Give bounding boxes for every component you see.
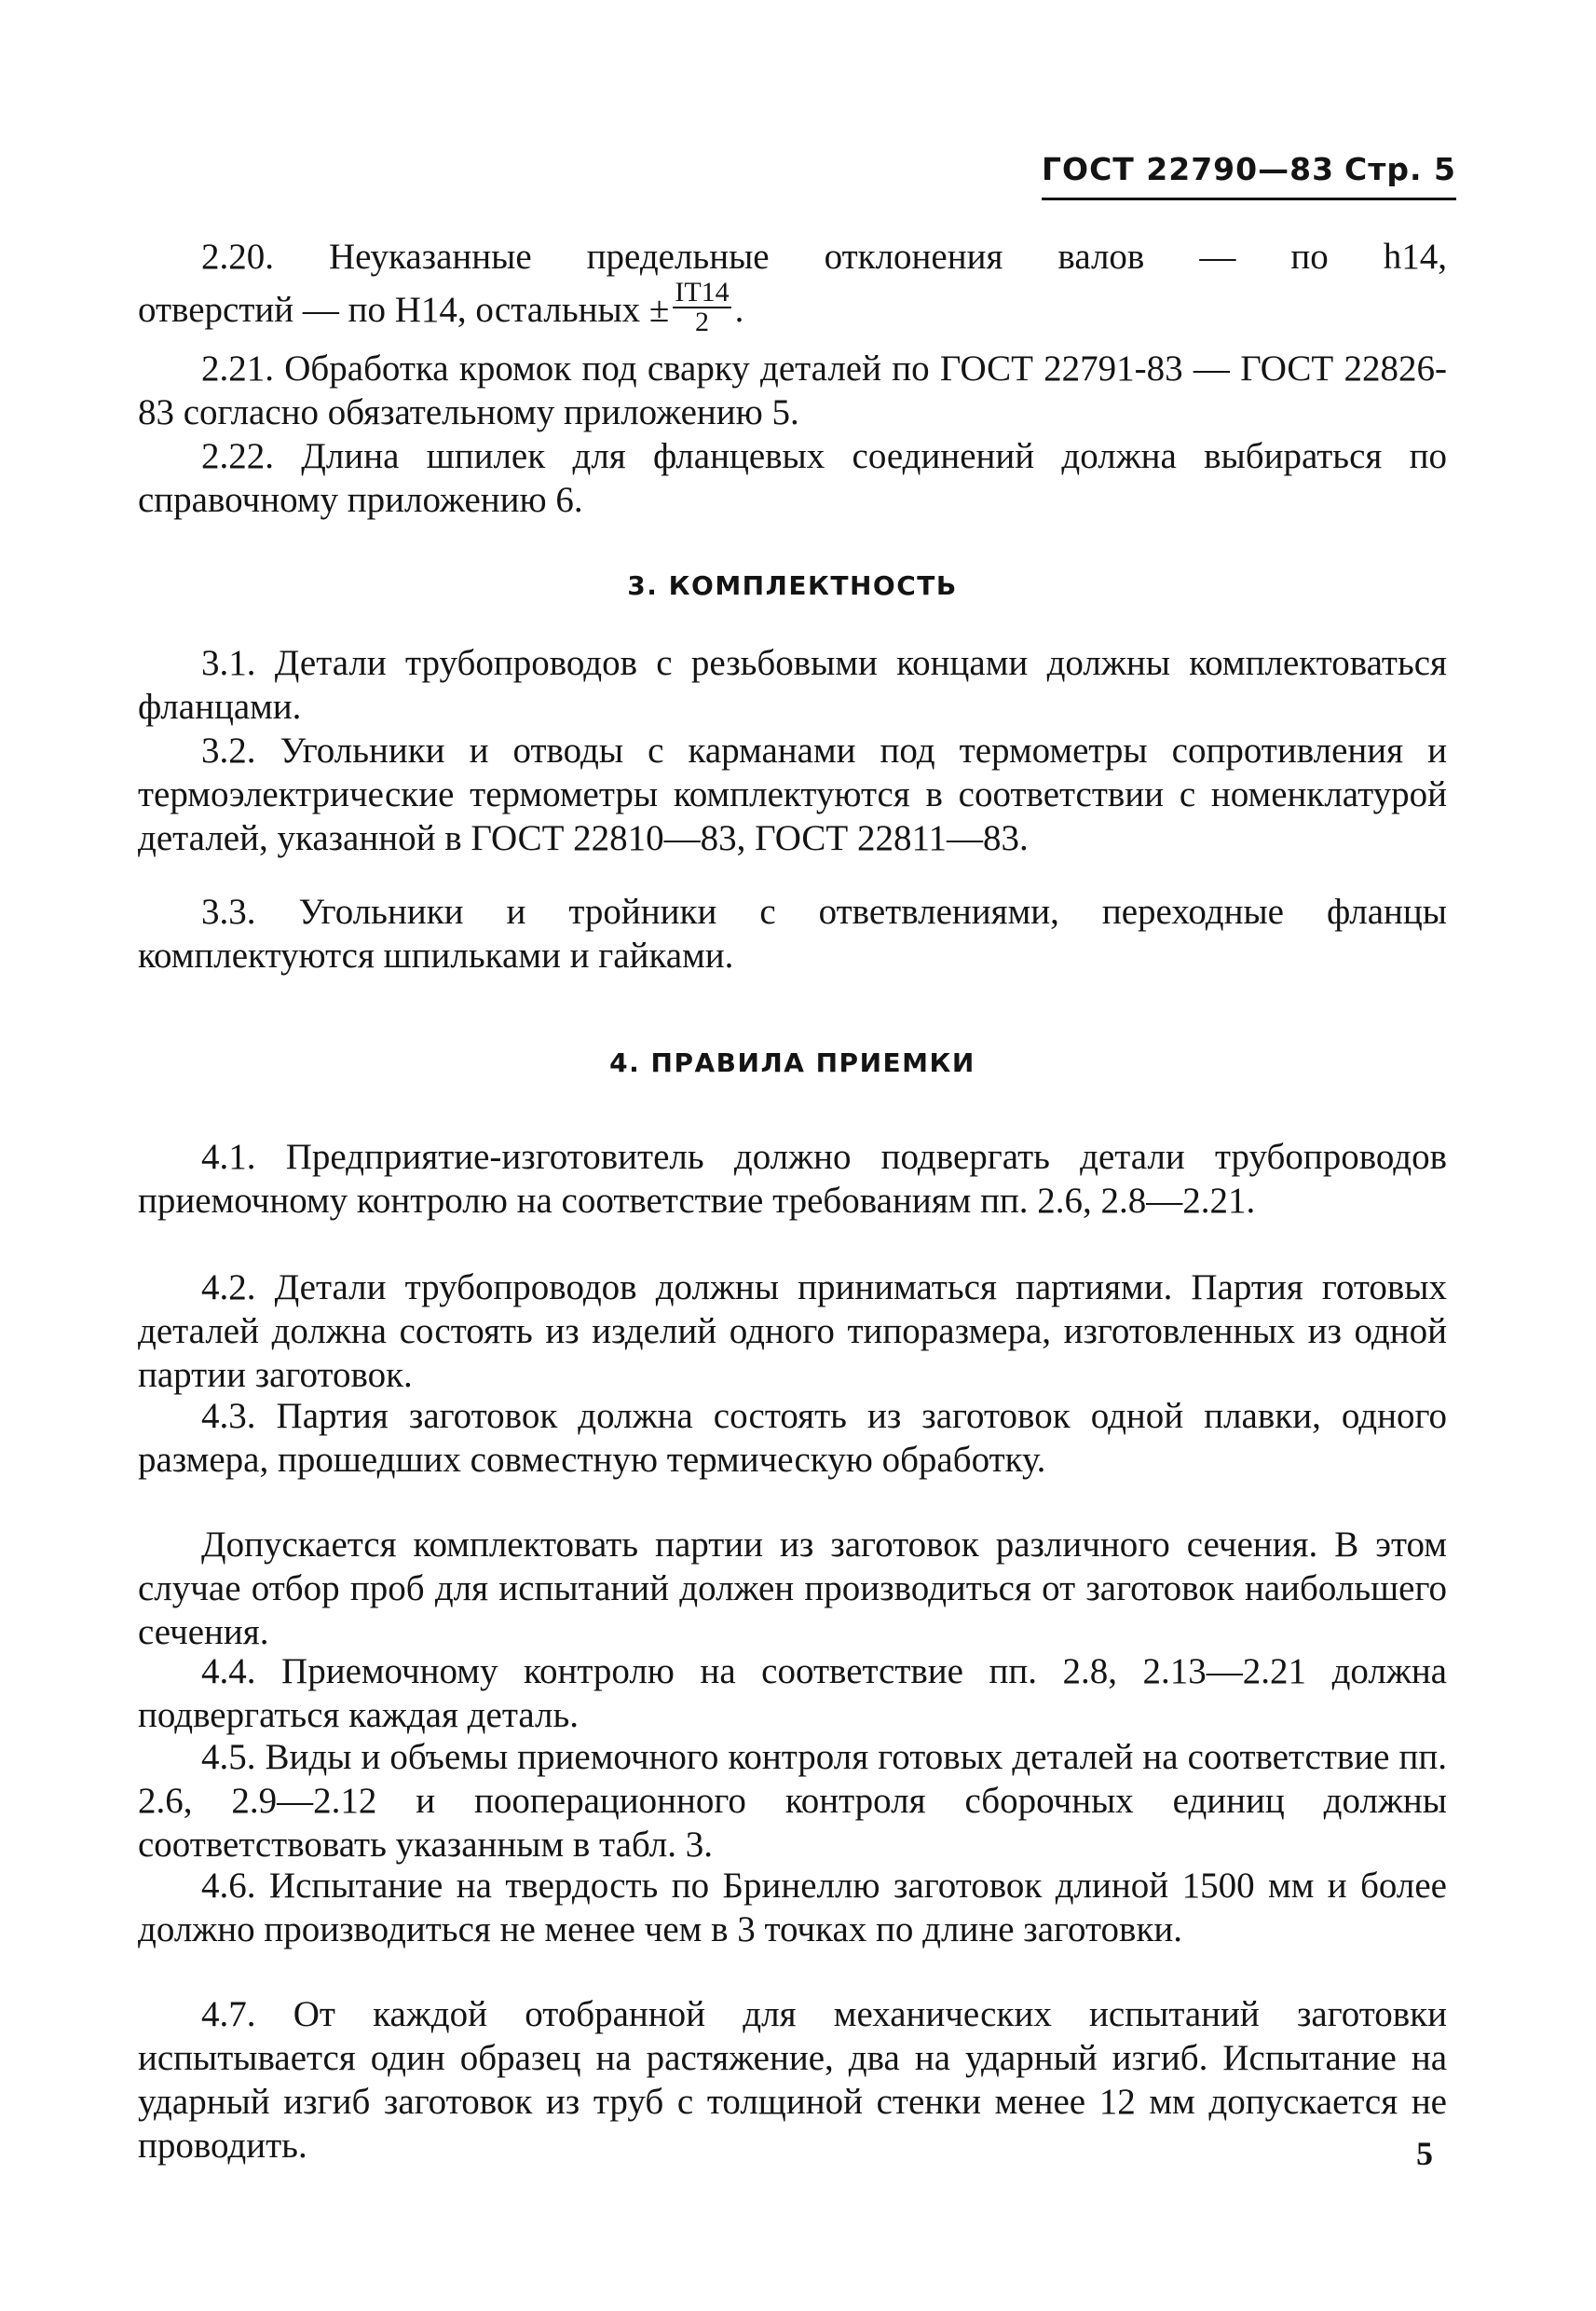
paragraph-3-1: 3.1. Детали трубопроводов с резьбовыми концами должны комплектоваться фланцами. [138, 643, 1447, 727]
paragraph-4-3-note: Допускается комплектовать партии из заготовок различного сечения. В этом случае отбор проб для испытаний должен производиться от заготовок наибольшего сечения. [138, 1525, 1447, 1652]
paragraph-2-21: 2.21. Обработка кромок под сварку деталей по ГОСТ 22791-83 — ГОСТ 22826-83 согласно обязательному приложению 5. [138, 349, 1447, 432]
section-4-title: 4. ПРАВИЛА ПРИЕМКИ [609, 1047, 975, 1078]
paragraph-3-3: 3.3. Угольники и тройники с ответвлениями, переходные фланцы комплектуются шпильками и гайками. [138, 892, 1447, 976]
paragraph-2-22: 2.22. Длина шпилек для фланцевых соединений должна выбираться по справочному приложению 6. [138, 436, 1447, 520]
paragraph-4-2: 4.2. Детали трубопроводов должны приниматься партиями. Партия готовых деталей должна состоять из изделий одного типоразмера, изготовленных из одной партии заготовок. [138, 1267, 1447, 1395]
paragraph-4-4: 4.4. Приемочному контролю на соответствие пп. 2.8, 2.13—2.21 должна подвергаться каждая деталь. [138, 1651, 1447, 1735]
page-label: Стр. 5 [1344, 151, 1456, 187]
fraction-denominator: 2 [695, 307, 709, 337]
page-number: 5 [1416, 2135, 1433, 2172]
running-header [1042, 151, 1456, 196]
standard-number: ГОСТ 22790—83 [1042, 151, 1335, 187]
paragraph-3-2: 3.2. Угольники и отводы с карманами под термометры сопротивления и термоэлектрические термометры комплектуются в соответствии с номенклатурой деталей, указанной в ГОСТ 22810—83, ГОСТ 22811—83. [138, 731, 1447, 858]
paragraph-4-7: 4.7. От каждой отобранной для механических испытаний заготовки испытывается один образец на растяжение, два на ударный изгиб. Испытание на ударный изгиб заготовок из труб с толщиной стенки менее 12 мм допускается не проводить. [138, 1994, 1447, 2166]
fraction-it14-over-2 [673, 279, 730, 336]
header-rule [1042, 198, 1456, 200]
paragraph-4-3: 4.3. Партия заготовок должна состоять из заготовок одной плавки, одного размера, прошедших совместную термическую обработку. [138, 1396, 1447, 1480]
paragraph-2-20-end: . [734, 289, 744, 330]
paragraph-2-20-line1: 2.20. Неуказанные предельные отклонения валов — по h14, [201, 237, 1447, 277]
paragraph-2-20-line2 [138, 277, 1447, 342]
paragraph-4-6: 4.6. Испытание на твердость по Бринеллю заготовок длиной 1500 мм и более должно производиться не менее чем в 3 точках по длине заготовки. [138, 1866, 1447, 1949]
fraction-numerator: IT14 [675, 277, 730, 308]
section-3-title: 3. КОМПЛЕКТНОСТЬ [627, 570, 958, 601]
paragraph-2-20 [138, 235, 1447, 342]
paragraph-4-1: 4.1. Предприятие-изготовитель должно подвергать детали трубопроводов приемочному контролю на соответствие требованиям пп. 2.6, 2.8—2.21. [138, 1137, 1447, 1221]
paragraph-2-20-text: отверстий — по H14, остальных ± [138, 289, 670, 330]
paragraph-4-5: 4.5. Виды и объемы приемочного контроля готовых деталей на соответствие пп. 2.6, 2.9—2.12 и пооперационного контроля сборочных единиц должны соответствовать указанным в табл. 3. [138, 1737, 1447, 1865]
